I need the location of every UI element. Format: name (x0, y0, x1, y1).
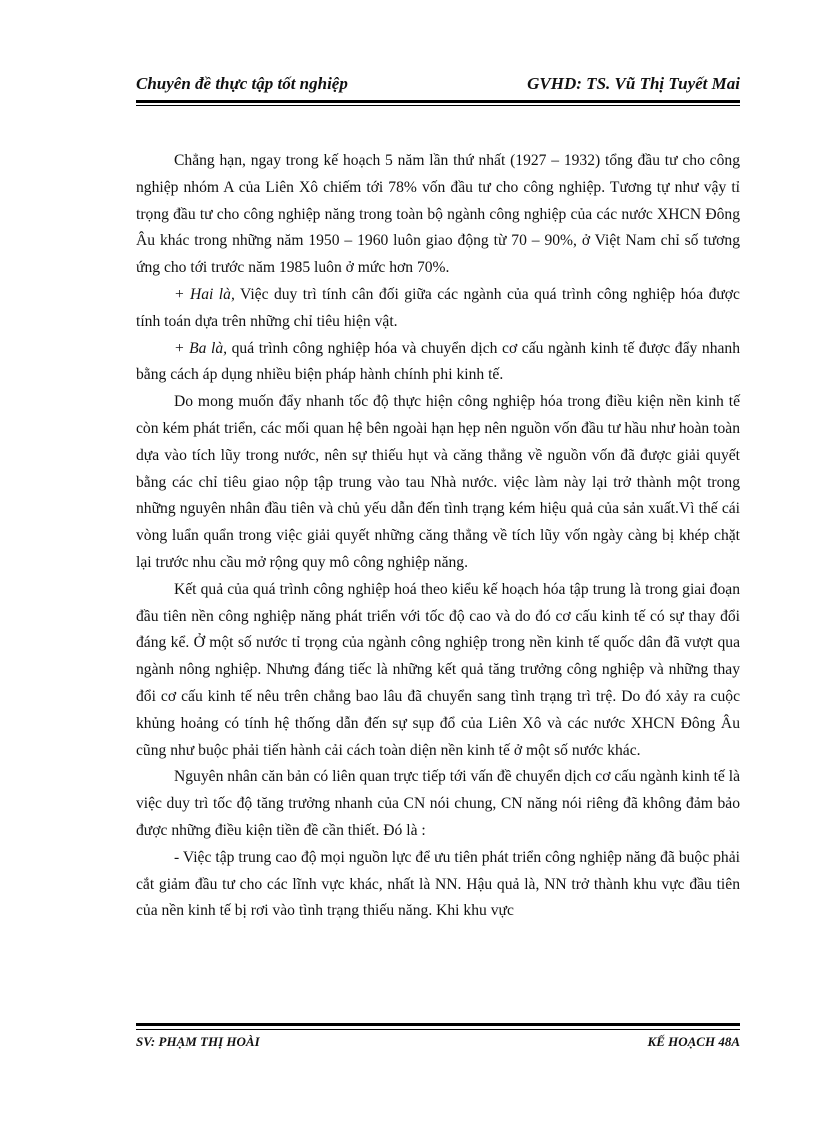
header-supervisor: GVHD: TS. Vũ Thị Tuyết Mai (527, 74, 740, 93)
header-rule-thin (136, 105, 740, 106)
paragraph-example: Chẳng hạn, ngay trong kế hoạch 5 năm lần thứ nhất (1927 – 1932) tổng đầu tư cho công nghiệp nhóm A của Liên Xô chiếm tới 78% vốn đầu tư cho công nghiệp. Tương tự như vậy tỉ trọng đầu tư cho công nghiệp năng trong toàn bộ ngành công nghiệp của các nước XHCN Đông Âu khác trong những năm 1950 – 1960 luôn giao động từ 70 – 90%, ở Việt Nam chỉ số tương ứng cho tới trước năm 1985 luôn ở mức hơn 70%. (136, 152, 740, 277)
paragraph-point-two (136, 282, 740, 336)
footer-student-name: SV: PHẠM THỊ HOÀI (136, 1034, 260, 1049)
footer-rule-thin (136, 1029, 740, 1030)
point-three-text: quá trình công nghiệp hóa và chuyển dịch cơ cấu ngành kinh tế được đẩy nhanh bằng cách áp dụng nhiều biện pháp hành chính phi kinh tế. (136, 339, 741, 384)
paragraph-point-three (136, 336, 740, 390)
page-footer (136, 1034, 740, 1056)
paragraph-results: Kết quả của quá trình công nghiệp hoá theo kiểu kế hoạch hóa tập trung là trong giai đoạn đầu tiên nền công nghiệp năng phát triển với tốc độ cao và do đó cơ cấu kinh tế có sự thay đổi đáng kể. Ở một số nước tỉ trọng của ngành công nghiệp trong nền kinh tế quốc dân đã vượt qua ngành nông nghiệp. Nhưng đáng tiếc là những kết quả tăng trưởng công nghiệp và những thay đổi cơ cấu kinh tế nêu trên chẳng bao lâu đã chuyển sang tình trạng trì trệ. Do đó xảy ra cuộc khủng hoảng có tính hệ thống dẫn đến sự sụp đổ của Liên Xô và các nước XHCN Đông Âu cũng như buộc phải tiến hành cải cách toàn diện nền kinh tế ở một số nước khác. (136, 580, 740, 759)
header-document-title: Chuyên đề thực tập tốt nghiệp (136, 74, 348, 93)
paragraph-capital: Do mong muốn đẩy nhanh tốc độ thực hiện công nghiệp hóa trong điều kiện nền kinh tế còn kém phát triển, các mối quan hệ bên ngoài hạn hẹp nên nguồn vốn đầu tư hầu như hoàn toàn dựa vào tích lũy trong nước, nên sự thiếu hụt và căng thẳng về nguồn vốn đã được giải quyết bằng các chỉ tiêu giao nộp tập trung vào tau Nhà nước. việc làm này lại trở thành một trong những nguyên nhân đầu tiên và chủ yếu dẫn đến tình trạng kém hiệu quả của sản xuất.Vì thế cái vòng luẩn quẩn trong việc giải quyết những căng thẳng về tích lũy vốn ngày càng bị khép chặt lại trước nhu cầu mở rộng quy mô công nghiệp năng. (136, 393, 740, 571)
point-three-lead: + Ba là, (174, 339, 228, 357)
paragraph-first-cause: - Việc tập trung cao độ mọi nguồn lực để ưu tiên phát triển công nghiệp năng đã buộc phải cắt giảm đầu tư cho các lĩnh vực khác, nhất là NN. Hậu quả là, NN trở thành khu vực đầu tiên của nền kinh tế bị rơi vào tình trạng thiếu năng. Khi khu vực (136, 848, 740, 920)
footer-rule-thick (136, 1023, 740, 1026)
page-header (136, 72, 740, 100)
header-rule-thick (136, 100, 740, 103)
document-body (136, 148, 740, 925)
paragraph-causes: Nguyên nhân căn bản có liên quan trực tiếp tới vấn đề chuyển dịch cơ cấu ngành kinh tế là việc duy trì tốc độ tăng trưởng nhanh của CN nói chung, CN năng nói riêng đã không đảm bảo được những điều kiện tiền đề cần thiết. Đó là : (136, 768, 740, 839)
point-two-text: Việc duy trì tính cân đối giữa các ngành của quá trình công nghiệp hóa được tính toán dựa trên những chỉ tiêu hiện vật. (136, 285, 740, 330)
footer-class: KẾ HOẠCH 48A (647, 1034, 740, 1049)
point-two-lead: + Hai là, (174, 285, 235, 303)
